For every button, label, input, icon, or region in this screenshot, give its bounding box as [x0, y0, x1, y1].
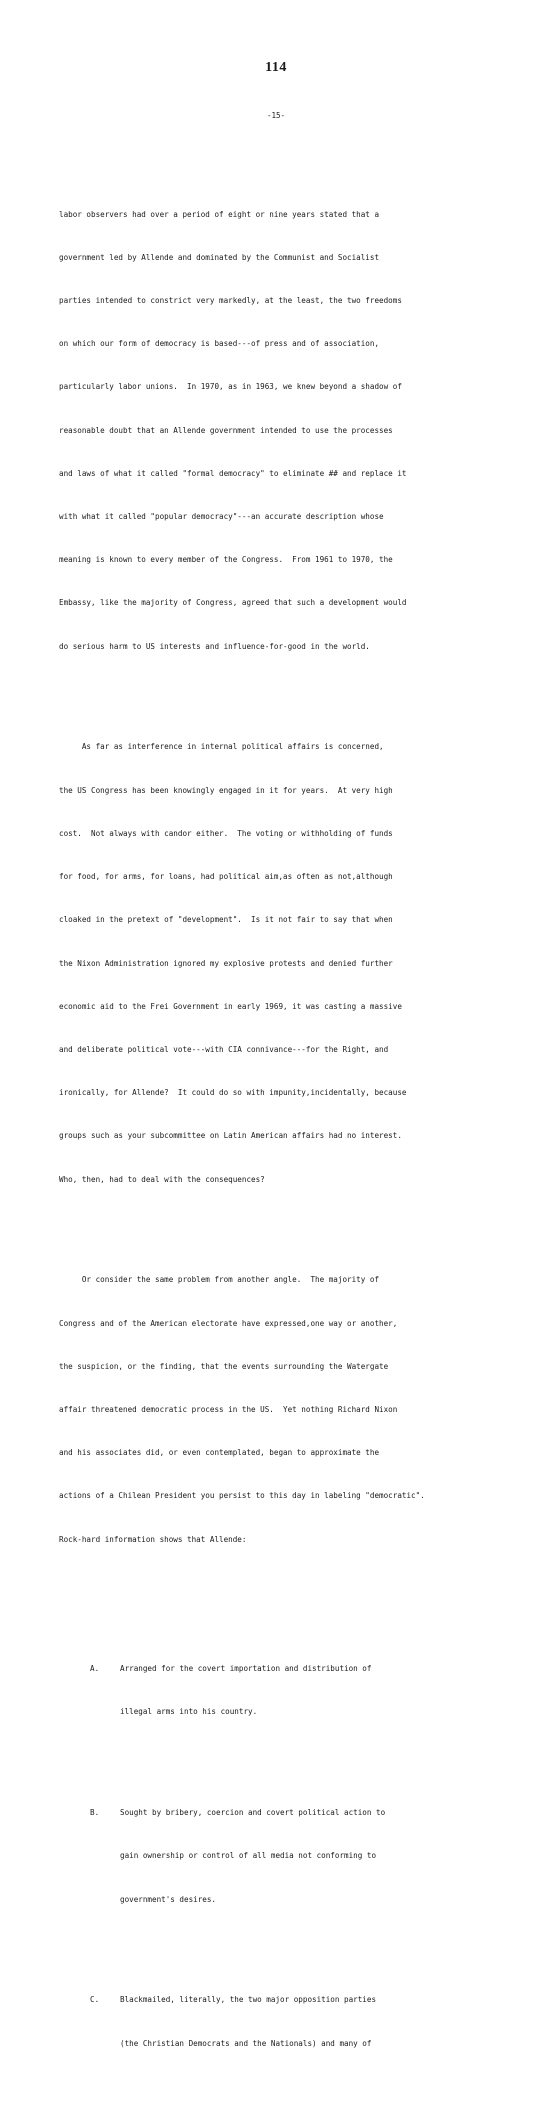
text-line: affair threatened democratic process in the US. Yet nothing Richard Nixon: [59, 1404, 398, 1414]
paragraph-labor-observers: [59, 179, 519, 683]
text-line: reasonable doubt that an Allende government intended to use the processes: [59, 425, 393, 435]
text-line: the US Congress has been knowingly engaged in it for years. At very high: [59, 785, 393, 795]
text-line: Who, then, had to deal with the consequences?: [59, 1174, 265, 1184]
text-line: cost. Not always with candor either. The voting or withholding of funds: [59, 828, 393, 838]
text-line: for food, for arms, for loans, had political aim,as often as not,although: [59, 872, 393, 882]
text-line: do serious harm to US interests and influence-for-good in the world.: [59, 641, 370, 651]
text-line: cloaked in the pretext of "development". Is it not fair to say that when: [59, 915, 393, 925]
text-line: Congress and of the American electorate have expressed,one way or another,: [59, 1318, 398, 1328]
list-item-text: (the Christian Democrats and the Nationals) and many of: [120, 2038, 372, 2048]
text-line: groups such as your subcommittee on Latin American affairs had no interest.: [59, 1131, 402, 1141]
list-item-text: government's desires.: [120, 1894, 217, 1904]
text-line: economic aid to the Frei Government in early 1969, it was casting a massive: [59, 1001, 402, 1011]
list-item-text: Sought by bribery, coercion and covert political action to: [120, 1808, 386, 1818]
document-body: [59, 150, 519, 2123]
text-line: ironically, for Allende? It could do so with impunity,incidentally, because: [59, 1088, 407, 1098]
list-marker: A.: [90, 1664, 100, 1674]
text-line: Rock-hard information shows that Allende:: [59, 1534, 247, 1544]
internal-page-number: -15-: [266, 111, 286, 120]
text-line: and his associates did, or even contemplated, began to approximate the: [59, 1448, 380, 1458]
list-item-text: Blackmailed, literally, the two major opposition parties: [120, 1995, 377, 2005]
text-line: government led by Allende and dominated by the Communist and Socialist: [59, 252, 380, 262]
text-line: with what it called "popular democracy"---an accurate description whose: [59, 512, 384, 522]
text-line: the suspicion, or the finding, that the events surrounding the Watergate: [59, 1361, 389, 1371]
paragraph-interference: [59, 712, 519, 1216]
enumerated-list: [59, 1605, 519, 2109]
list-item: [59, 1633, 519, 1748]
text-line: and laws of what it called "formal democracy" to eliminate ## and replace it: [59, 468, 407, 478]
paragraph-another-angle: [59, 1245, 519, 1576]
list-item-text: Arranged for the covert importation and distribution of: [120, 1664, 372, 1674]
list-item-text: gain ownership or control of all media not conforming to: [120, 1851, 377, 1861]
text-line: Embassy, like the majority of Congress, agreed that such a development would: [59, 598, 407, 608]
list-item: [59, 1965, 519, 2080]
text-line: parties intended to constrict very markedly, at the least, the two freedoms: [59, 296, 402, 306]
text-line: the Nixon Administration ignored my explosive protests and denied further: [59, 958, 393, 968]
list-item-text: illegal arms into his country.: [120, 1707, 258, 1717]
text-line: on which our form of democracy is based---of press and of association,: [59, 339, 380, 349]
list-marker: B.: [90, 1808, 100, 1818]
page-number: 114: [265, 60, 287, 75]
list-marker: C.: [90, 1995, 100, 2005]
list-item: [59, 1777, 519, 1935]
text-line: As far as interference in internal political affairs is concerned,: [59, 742, 384, 752]
text-line: particularly labor unions. In 1970, as in 1963, we knew beyond a shadow of: [59, 382, 402, 392]
text-line: Or consider the same problem from another angle. The majority of: [59, 1275, 380, 1285]
text-line: and deliberate political vote---with CIA connivance---for the Right, and: [59, 1044, 389, 1054]
text-line: actions of a Chilean President you persist to this day in labeling "democratic".: [59, 1491, 425, 1501]
text-line: meaning is known to every member of the Congress. From 1961 to 1970, the: [59, 555, 393, 565]
text-line: labor observers had over a period of eight or nine years stated that a: [59, 209, 380, 219]
